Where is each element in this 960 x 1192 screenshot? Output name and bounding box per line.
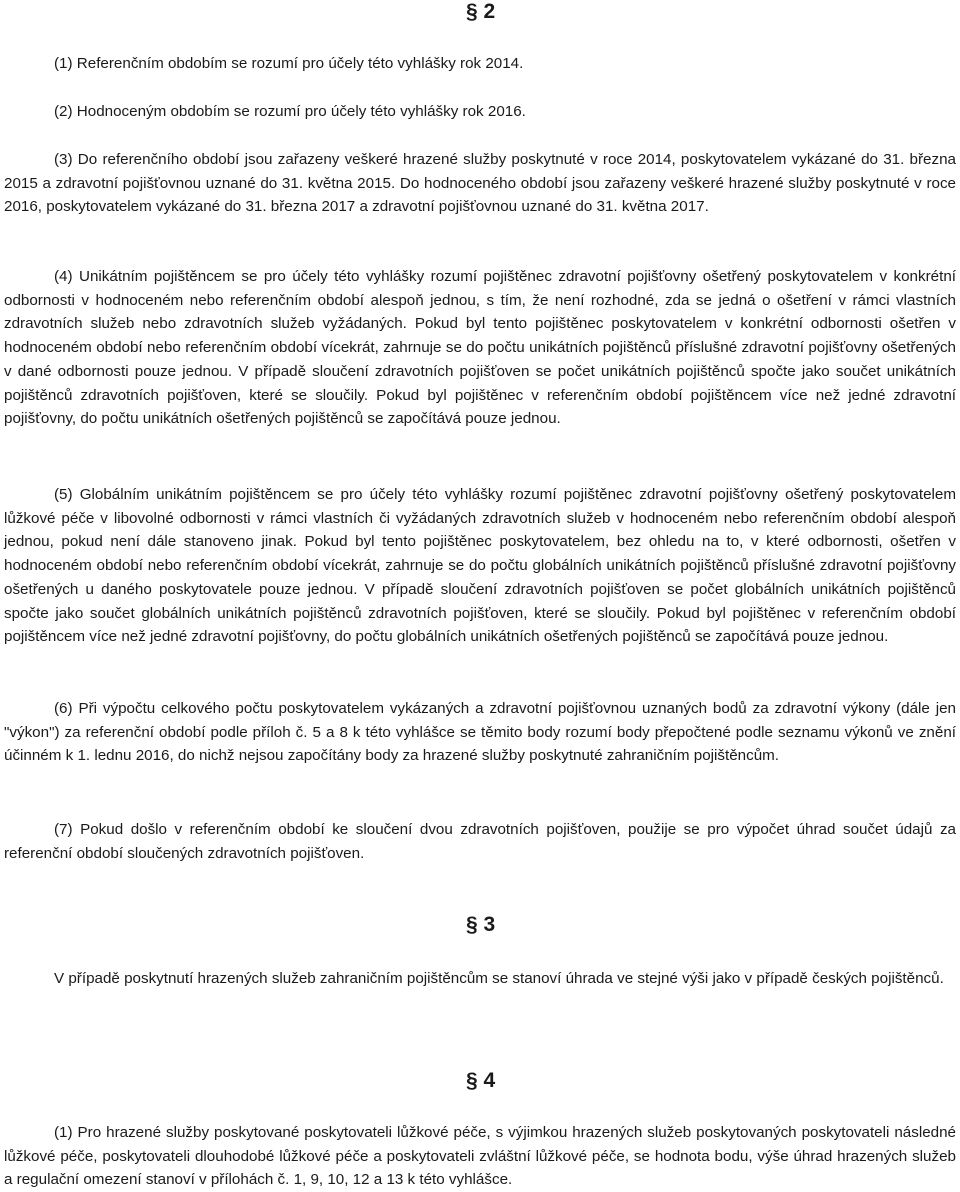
section-heading-4: § 4 bbox=[466, 1069, 496, 1092]
section-heading-3: § 3 bbox=[466, 913, 496, 936]
paragraph-3-1: V případě poskytnutí hrazených služeb zahraničním pojištěncům se stanoví úhrada ve stejné výši jako v případě českých pojištěnců. bbox=[54, 970, 944, 987]
paragraph-4-1: (1) Pro hrazené služby poskytované poskytovateli lůžkové péče, s výjimkou hrazených služeb poskytovaných poskytovateli následné lůžkové péče, poskytovateli dlouhodobé lůžkové péče a poskytovateli zvláštní lůžkové péče, se hodnota bodu, výše úhrad hrazených služeb a regulační omezení stanoví v přílohách č. 1, 9, 10, 12 a 13 k této vyhlášce. bbox=[4, 1124, 956, 1189]
paragraph-2-5: (5) Globálním unikátním pojištěncem se pro účely této vyhlášky rozumí pojištěnec zdravotní pojišťovny ošetřený poskytovatelem lůžkové péče v libovolné odbornosti v rámci vlastních či vyžádaných zdravotních služeb v hodnoceném nebo referenčním období alespoň jednou, pokud není dále stanoveno jinak. Pokud byl tento pojištěnec poskytovatelem, bez ohledu na to, v které odbornosti, ošetřen v hodnoceném období nebo referenčním období vícekrát, zahrnuje se do počtu globálních unikátních pojištěnců příslušné zdravotní pojišťovny ošetřených u daného poskytovatele pouze jednou. V případě sloučení zdravotních pojišťoven se počet globálních unikátních pojištěnců spočte jako součet globálních unikátních pojištěnců zdravotních pojišťoven, které se sloučily. Pokud byl pojištěnec v referenčním období pojištěncem více než jedné zdravotní pojišťovny, do počtu globálních unikátních ošetřených pojištěnců se započítává pouze jednou. bbox=[4, 486, 956, 646]
paragraph-2-7: (7) Pokud došlo v referenčním období ke sloučení dvou zdravotních pojišťoven, použije se pro výpočet úhrad součet údajů za referenční období sloučených zdravotních pojišťoven. bbox=[4, 821, 956, 862]
paragraph-2-6: (6) Při výpočtu celkového počtu poskytovatelem vykázaných a zdravotní pojišťovnou uznaných bodů za zdravotní výkony (dále jen "výkon") za referenční období podle příloh č. 5 a 8 k této vyhlášce se těmito body rozumí body přepočtené podle seznamu výkonů ve znění účinném k 1. lednu 2016, do nichž nejsou započítány body za hrazené služby poskytnuté zahraničním pojištěncům. bbox=[4, 700, 956, 765]
section-heading-2: § 2 bbox=[466, 0, 496, 23]
paragraph-2-4: (4) Unikátním pojištěncem se pro účely této vyhlášky rozumí pojištěnec zdravotní pojišťovny ošetřený poskytovatelem v konkrétní odbornosti v hodnoceném nebo referenčním období alespoň jednou, s tím, že není rozhodné, zda se jedná o ošetření v rámci vlastních zdravotních služeb nebo zdravotních služeb vyžádaných. Pokud byl tento pojištěnec poskytovatelem v konkrétní odbornosti ošetřen v hodnoceném období nebo referenčním období vícekrát, zahrnuje se do počtu unikátních pojištěnců příslušné zdravotní pojišťovny ošetřených v dané odbornosti pouze jednou. V případě sloučení zdravotních pojišťoven se počet unikátních pojištěnců spočte jako součet unikátních pojištěnců zdravotních pojišťoven, které se sloučily. Pokud byl pojištěnec v referenčním období pojištěncem více než jedné zdravotní pojišťovny, do počtu unikátních ošetřených pojištěnců se započítává pouze jednou. bbox=[4, 268, 956, 428]
paragraph-2-2 bbox=[4, 100, 956, 124]
paragraph-2-1-text: (1) Referenčním obdobím se rozumí pro účely této vyhlášky rok 2014. bbox=[54, 55, 524, 72]
paragraph-2-2-text: (2) Hodnoceným obdobím se rozumí pro účely této vyhlášky rok 2016. bbox=[54, 103, 526, 120]
paragraph-2-3: (3) Do referenčního období jsou zařazeny veškeré hrazené služby poskytnuté v roce 2014, poskytovatelem vykázané do 31. března 2015 a zdravotní pojišťovnou uznané do 31. května 2015. Do hodnoceného období jsou zařazeny veškeré hrazené služby poskytnuté v roce 2016, poskytovatelem vykázané do 31. března 2017 a zdravotní pojišťovnou uznané do 31. května 2017. bbox=[4, 151, 956, 216]
paragraph-2-1 bbox=[4, 52, 956, 76]
